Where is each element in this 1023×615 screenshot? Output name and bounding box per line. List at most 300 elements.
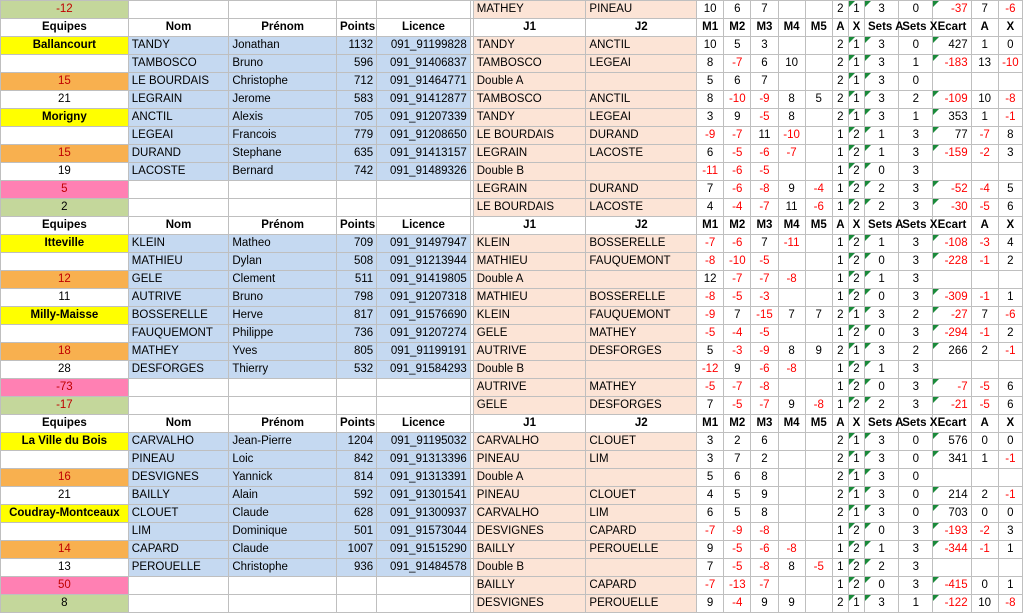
prenom-cell[interactable]: Yves: [229, 343, 337, 361]
j1-cell[interactable]: Double A: [473, 469, 586, 487]
m2-cell[interactable]: 5: [724, 505, 751, 523]
j2-cell[interactable]: FAUQUEMONT: [586, 307, 697, 325]
nom-cell[interactable]: PINEAU: [128, 451, 229, 469]
j1-cell[interactable]: MATHIEU: [473, 289, 586, 307]
team-cell[interactable]: 15: [1, 73, 129, 91]
ecart-x-cell[interactable]: 1: [998, 289, 1022, 307]
points-cell[interactable]: 842: [336, 451, 376, 469]
ecart-a-cell[interactable]: [971, 361, 998, 379]
sets-a-cell[interactable]: 1: [865, 145, 899, 163]
j1-cell[interactable]: Double B: [473, 559, 586, 577]
nom-cell[interactable]: Nom: [128, 19, 229, 37]
m2-cell[interactable]: 7: [724, 451, 751, 469]
m5-cell[interactable]: [805, 577, 832, 595]
points-cell[interactable]: 532: [336, 361, 376, 379]
prenom-cell[interactable]: [229, 397, 337, 415]
m4-cell[interactable]: [778, 325, 805, 343]
a-cell[interactable]: 1: [832, 253, 848, 271]
m4-cell[interactable]: -11: [778, 235, 805, 253]
prenom-cell[interactable]: Jonathan: [229, 37, 337, 55]
ecart-a-cell[interactable]: 7: [971, 1, 998, 19]
j1-cell[interactable]: Double B: [473, 163, 586, 181]
ecart-x-cell[interactable]: -1: [998, 109, 1022, 127]
m2-cell[interactable]: -13: [724, 577, 751, 595]
a-cell[interactable]: 1: [832, 127, 848, 145]
nom-cell[interactable]: BAILLY: [128, 487, 229, 505]
m3-cell[interactable]: 3: [751, 37, 778, 55]
sets-x-cell[interactable]: 3: [899, 361, 933, 379]
m1-cell[interactable]: 4: [697, 199, 724, 217]
prenom-cell[interactable]: [229, 1, 337, 19]
nom-cell[interactable]: PEROUELLE: [128, 559, 229, 577]
sets-a-cell[interactable]: 1: [865, 361, 899, 379]
m1-cell[interactable]: -12: [697, 361, 724, 379]
ecart-cell[interactable]: -309: [933, 289, 971, 307]
m3-cell[interactable]: 7: [751, 73, 778, 91]
licence-cell[interactable]: 091_91515290: [377, 541, 471, 559]
nom-cell[interactable]: [128, 199, 229, 217]
m1-cell[interactable]: -8: [697, 289, 724, 307]
ecart-cell[interactable]: -108: [933, 235, 971, 253]
ecart-a-cell[interactable]: -5: [971, 379, 998, 397]
ecart-cell[interactable]: [933, 559, 971, 577]
licence-cell[interactable]: [377, 397, 471, 415]
m1-cell[interactable]: 3: [697, 433, 724, 451]
ecart-x-cell[interactable]: -6: [998, 307, 1022, 325]
ecart-x-cell[interactable]: 0: [998, 433, 1022, 451]
m3-cell[interactable]: 8: [751, 505, 778, 523]
m4-cell[interactable]: 9: [778, 397, 805, 415]
licence-cell[interactable]: 091_91419805: [377, 271, 471, 289]
ecart-x-cell[interactable]: X: [998, 19, 1022, 37]
sets-x-cell[interactable]: 0: [899, 505, 933, 523]
points-cell[interactable]: 635: [336, 145, 376, 163]
sets-a-cell[interactable]: 0: [865, 163, 899, 181]
j2-cell[interactable]: LACOSTE: [586, 145, 697, 163]
points-cell[interactable]: 1204: [336, 433, 376, 451]
m2-cell[interactable]: 7: [724, 307, 751, 325]
ecart-a-cell[interactable]: -1: [971, 325, 998, 343]
m5-cell[interactable]: [805, 253, 832, 271]
sets-x-cell[interactable]: 3: [899, 235, 933, 253]
m5-cell[interactable]: [805, 289, 832, 307]
prenom-cell[interactable]: Alexis: [229, 109, 337, 127]
a-cell[interactable]: 2: [832, 307, 848, 325]
points-cell[interactable]: [336, 577, 376, 595]
ecart-a-cell[interactable]: [971, 469, 998, 487]
ecart-cell[interactable]: [933, 271, 971, 289]
prenom-cell[interactable]: Claude: [229, 505, 337, 523]
m1-cell[interactable]: 7: [697, 559, 724, 577]
x-cell[interactable]: 2: [848, 541, 864, 559]
m4-cell[interactable]: 9: [778, 181, 805, 199]
m5-cell[interactable]: [805, 145, 832, 163]
m5-cell[interactable]: -6: [805, 199, 832, 217]
m2-cell[interactable]: 6: [724, 73, 751, 91]
x-cell[interactable]: 1: [848, 433, 864, 451]
x-cell[interactable]: 1: [848, 37, 864, 55]
j2-cell[interactable]: LEGEAI: [586, 109, 697, 127]
m5-cell[interactable]: [805, 469, 832, 487]
sets-a-cell[interactable]: Sets A: [865, 217, 899, 235]
m3-cell[interactable]: -15: [751, 307, 778, 325]
m3-cell[interactable]: 9: [751, 487, 778, 505]
points-cell[interactable]: [336, 199, 376, 217]
ecart-a-cell[interactable]: -5: [971, 397, 998, 415]
m4-cell[interactable]: [778, 37, 805, 55]
j2-cell[interactable]: CLOUET: [586, 487, 697, 505]
sets-a-cell[interactable]: 3: [865, 469, 899, 487]
team-cell[interactable]: Equipes: [1, 19, 129, 37]
sets-x-cell[interactable]: 3: [899, 523, 933, 541]
team-cell[interactable]: Coudray-Montceaux: [1, 505, 129, 523]
ecart-x-cell[interactable]: 2: [998, 325, 1022, 343]
m5-cell[interactable]: M5: [805, 415, 832, 433]
a-cell[interactable]: 2: [832, 91, 848, 109]
prenom-cell[interactable]: Philippe: [229, 325, 337, 343]
ecart-x-cell[interactable]: X: [998, 217, 1022, 235]
x-cell[interactable]: 1: [848, 469, 864, 487]
j1-cell[interactable]: GELE: [473, 325, 586, 343]
nom-cell[interactable]: Nom: [128, 415, 229, 433]
m1-cell[interactable]: -11: [697, 163, 724, 181]
licence-cell[interactable]: 091_91489326: [377, 163, 471, 181]
a-cell[interactable]: 2: [832, 433, 848, 451]
sets-x-cell[interactable]: 1: [899, 55, 933, 73]
prenom-cell[interactable]: [229, 199, 337, 217]
m1-cell[interactable]: -9: [697, 127, 724, 145]
ecart-cell[interactable]: -193: [933, 523, 971, 541]
j2-cell[interactable]: MATHEY: [586, 379, 697, 397]
team-cell[interactable]: 50: [1, 577, 129, 595]
j2-cell[interactable]: BOSSERELLE: [586, 289, 697, 307]
ecart-a-cell[interactable]: [971, 559, 998, 577]
team-cell[interactable]: 21: [1, 487, 129, 505]
m5-cell[interactable]: M5: [805, 217, 832, 235]
ecart-a-cell[interactable]: A: [971, 217, 998, 235]
ecart-a-cell[interactable]: -1: [971, 541, 998, 559]
m2-cell[interactable]: -5: [724, 145, 751, 163]
x-cell[interactable]: 1: [848, 307, 864, 325]
ecart-a-cell[interactable]: -4: [971, 181, 998, 199]
ecart-x-cell[interactable]: [998, 361, 1022, 379]
j1-cell[interactable]: LEGRAIN: [473, 145, 586, 163]
points-cell[interactable]: 705: [336, 109, 376, 127]
sets-a-cell[interactable]: 2: [865, 397, 899, 415]
team-cell[interactable]: [1, 523, 129, 541]
ecart-cell[interactable]: Ecart: [933, 19, 971, 37]
sets-a-cell[interactable]: 1: [865, 235, 899, 253]
nom-cell[interactable]: [128, 1, 229, 19]
x-cell[interactable]: 1: [848, 73, 864, 91]
m4-cell[interactable]: [778, 469, 805, 487]
m1-cell[interactable]: 7: [697, 181, 724, 199]
m2-cell[interactable]: -7: [724, 379, 751, 397]
prenom-cell[interactable]: Clement: [229, 271, 337, 289]
j2-cell[interactable]: LACOSTE: [586, 199, 697, 217]
ecart-cell[interactable]: 341: [933, 451, 971, 469]
m2-cell[interactable]: 9: [724, 361, 751, 379]
j1-cell[interactable]: AUTRIVE: [473, 343, 586, 361]
sets-a-cell[interactable]: 1: [865, 271, 899, 289]
ecart-a-cell[interactable]: 10: [971, 91, 998, 109]
m3-cell[interactable]: 2: [751, 451, 778, 469]
j2-cell[interactable]: LIM: [586, 451, 697, 469]
points-cell[interactable]: 736: [336, 325, 376, 343]
sets-x-cell[interactable]: 3: [899, 253, 933, 271]
m4-cell[interactable]: -7: [778, 145, 805, 163]
m5-cell[interactable]: 7: [805, 307, 832, 325]
ecart-x-cell[interactable]: X: [998, 415, 1022, 433]
ecart-a-cell[interactable]: -1: [971, 289, 998, 307]
m4-cell[interactable]: -8: [778, 541, 805, 559]
m3-cell[interactable]: 6: [751, 433, 778, 451]
m3-cell[interactable]: M3: [751, 19, 778, 37]
ecart-cell[interactable]: -228: [933, 253, 971, 271]
licence-cell[interactable]: 091_91195032: [377, 433, 471, 451]
x-cell[interactable]: 1: [848, 1, 864, 19]
nom-cell[interactable]: LIM: [128, 523, 229, 541]
m5-cell[interactable]: 5: [805, 91, 832, 109]
points-cell[interactable]: Points: [336, 415, 376, 433]
m2-cell[interactable]: M2: [724, 19, 751, 37]
m1-cell[interactable]: 8: [697, 55, 724, 73]
m5-cell[interactable]: [805, 1, 832, 19]
a-cell[interactable]: A: [832, 217, 848, 235]
points-cell[interactable]: 798: [336, 289, 376, 307]
points-cell[interactable]: 779: [336, 127, 376, 145]
m3-cell[interactable]: 7: [751, 1, 778, 19]
j1-cell[interactable]: Double A: [473, 73, 586, 91]
licence-cell[interactable]: 091_91584293: [377, 361, 471, 379]
ecart-x-cell[interactable]: 0: [998, 505, 1022, 523]
a-cell[interactable]: 1: [832, 325, 848, 343]
nom-cell[interactable]: [128, 181, 229, 199]
team-cell[interactable]: La Ville du Bois: [1, 433, 129, 451]
m3-cell[interactable]: -9: [751, 343, 778, 361]
j1-cell[interactable]: J1: [473, 217, 586, 235]
sets-a-cell[interactable]: 0: [865, 253, 899, 271]
licence-cell[interactable]: 091_91484578: [377, 559, 471, 577]
ecart-cell[interactable]: -294: [933, 325, 971, 343]
points-cell[interactable]: 709: [336, 235, 376, 253]
m5-cell[interactable]: [805, 451, 832, 469]
sets-a-cell[interactable]: Sets A: [865, 415, 899, 433]
x-cell[interactable]: 1: [848, 487, 864, 505]
a-cell[interactable]: 1: [832, 163, 848, 181]
ecart-x-cell[interactable]: -6: [998, 1, 1022, 19]
nom-cell[interactable]: CLOUET: [128, 505, 229, 523]
nom-cell[interactable]: BOSSERELLE: [128, 307, 229, 325]
m3-cell[interactable]: -3: [751, 289, 778, 307]
m1-cell[interactable]: M1: [697, 415, 724, 433]
prenom-cell[interactable]: Claude: [229, 541, 337, 559]
m3-cell[interactable]: -5: [751, 109, 778, 127]
m4-cell[interactable]: [778, 253, 805, 271]
m1-cell[interactable]: 9: [697, 541, 724, 559]
m1-cell[interactable]: 9: [697, 595, 724, 613]
ecart-x-cell[interactable]: 3: [998, 145, 1022, 163]
j1-cell[interactable]: LE BOURDAIS: [473, 127, 586, 145]
x-cell[interactable]: 2: [848, 253, 864, 271]
sets-x-cell[interactable]: 0: [899, 451, 933, 469]
x-cell[interactable]: 1: [848, 109, 864, 127]
team-cell[interactable]: 19: [1, 163, 129, 181]
ecart-cell[interactable]: -344: [933, 541, 971, 559]
x-cell[interactable]: 2: [848, 181, 864, 199]
j1-cell[interactable]: TAMBOSCO: [473, 91, 586, 109]
nom-cell[interactable]: KLEIN: [128, 235, 229, 253]
m1-cell[interactable]: -7: [697, 235, 724, 253]
j1-cell[interactable]: LEGRAIN: [473, 181, 586, 199]
ecart-x-cell[interactable]: -1: [998, 487, 1022, 505]
m3-cell[interactable]: -9: [751, 91, 778, 109]
m5-cell[interactable]: [805, 523, 832, 541]
ecart-x-cell[interactable]: [998, 271, 1022, 289]
licence-cell[interactable]: 091_91207318: [377, 289, 471, 307]
m2-cell[interactable]: -5: [724, 397, 751, 415]
j2-cell[interactable]: DESFORGES: [586, 397, 697, 415]
nom-cell[interactable]: LE BOURDAIS: [128, 73, 229, 91]
prenom-cell[interactable]: Dominique: [229, 523, 337, 541]
m1-cell[interactable]: 5: [697, 73, 724, 91]
a-cell[interactable]: 1: [832, 397, 848, 415]
m3-cell[interactable]: 9: [751, 595, 778, 613]
a-cell[interactable]: A: [832, 415, 848, 433]
points-cell[interactable]: [336, 379, 376, 397]
m5-cell[interactable]: [805, 163, 832, 181]
licence-cell[interactable]: [377, 199, 471, 217]
m4-cell[interactable]: 8: [778, 109, 805, 127]
m1-cell[interactable]: 7: [697, 397, 724, 415]
m4-cell[interactable]: [778, 163, 805, 181]
sets-a-cell[interactable]: 3: [865, 505, 899, 523]
x-cell[interactable]: 1: [848, 595, 864, 613]
licence-cell[interactable]: 091_91313391: [377, 469, 471, 487]
nom-cell[interactable]: CARVALHO: [128, 433, 229, 451]
team-cell[interactable]: 2: [1, 199, 129, 217]
a-cell[interactable]: A: [832, 19, 848, 37]
ecart-x-cell[interactable]: -8: [998, 595, 1022, 613]
sets-x-cell[interactable]: 3: [899, 325, 933, 343]
nom-cell[interactable]: AUTRIVE: [128, 289, 229, 307]
j1-cell[interactable]: PINEAU: [473, 451, 586, 469]
m5-cell[interactable]: -4: [805, 181, 832, 199]
a-cell[interactable]: 1: [832, 145, 848, 163]
nom-cell[interactable]: LACOSTE: [128, 163, 229, 181]
m1-cell[interactable]: 5: [697, 343, 724, 361]
m5-cell[interactable]: [805, 73, 832, 91]
x-cell[interactable]: 2: [848, 127, 864, 145]
m5-cell[interactable]: [805, 433, 832, 451]
ecart-x-cell[interactable]: 6: [998, 397, 1022, 415]
m1-cell[interactable]: 5: [697, 469, 724, 487]
x-cell[interactable]: 2: [848, 145, 864, 163]
m3-cell[interactable]: -7: [751, 199, 778, 217]
sets-x-cell[interactable]: 3: [899, 541, 933, 559]
a-cell[interactable]: 1: [832, 199, 848, 217]
j2-cell[interactable]: [586, 73, 697, 91]
points-cell[interactable]: Points: [336, 19, 376, 37]
prenom-cell[interactable]: Matheo: [229, 235, 337, 253]
x-cell[interactable]: 2: [848, 325, 864, 343]
team-cell[interactable]: 15: [1, 145, 129, 163]
ecart-x-cell[interactable]: 6: [998, 199, 1022, 217]
ecart-a-cell[interactable]: 0: [971, 505, 998, 523]
ecart-cell[interactable]: 266: [933, 343, 971, 361]
ecart-a-cell[interactable]: -5: [971, 199, 998, 217]
ecart-a-cell[interactable]: A: [971, 19, 998, 37]
sets-a-cell[interactable]: 3: [865, 109, 899, 127]
j2-cell[interactable]: [586, 361, 697, 379]
m1-cell[interactable]: -5: [697, 325, 724, 343]
ecart-x-cell[interactable]: 6: [998, 379, 1022, 397]
team-cell[interactable]: -17: [1, 397, 129, 415]
j1-cell[interactable]: TANDY: [473, 109, 586, 127]
m3-cell[interactable]: -5: [751, 325, 778, 343]
prenom-cell[interactable]: Christophe: [229, 73, 337, 91]
points-cell[interactable]: 1132: [336, 37, 376, 55]
points-cell[interactable]: 712: [336, 73, 376, 91]
m4-cell[interactable]: [778, 523, 805, 541]
a-cell[interactable]: 2: [832, 55, 848, 73]
j2-cell[interactable]: DURAND: [586, 127, 697, 145]
m3-cell[interactable]: M3: [751, 415, 778, 433]
prenom-cell[interactable]: Yannick: [229, 469, 337, 487]
j2-cell[interactable]: BOSSERELLE: [586, 235, 697, 253]
m5-cell[interactable]: [805, 379, 832, 397]
points-cell[interactable]: 814: [336, 469, 376, 487]
m1-cell[interactable]: M1: [697, 19, 724, 37]
m2-cell[interactable]: -10: [724, 91, 751, 109]
ecart-a-cell[interactable]: -2: [971, 523, 998, 541]
x-cell[interactable]: 2: [848, 559, 864, 577]
j2-cell[interactable]: CAPARD: [586, 577, 697, 595]
sets-x-cell[interactable]: 0: [899, 469, 933, 487]
team-cell[interactable]: 12: [1, 271, 129, 289]
sets-a-cell[interactable]: 0: [865, 379, 899, 397]
a-cell[interactable]: 2: [832, 469, 848, 487]
ecart-cell[interactable]: -52: [933, 181, 971, 199]
ecart-a-cell[interactable]: 0: [971, 577, 998, 595]
a-cell[interactable]: 2: [832, 451, 848, 469]
m5-cell[interactable]: [805, 271, 832, 289]
j1-cell[interactable]: KLEIN: [473, 235, 586, 253]
licence-cell[interactable]: 091_91301541: [377, 487, 471, 505]
m2-cell[interactable]: -4: [724, 595, 751, 613]
j1-cell[interactable]: BAILLY: [473, 541, 586, 559]
ecart-a-cell[interactable]: 2: [971, 487, 998, 505]
licence-cell[interactable]: 091_91199191: [377, 343, 471, 361]
ecart-x-cell[interactable]: 8: [998, 127, 1022, 145]
j2-cell[interactable]: [586, 559, 697, 577]
m4-cell[interactable]: [778, 577, 805, 595]
m4-cell[interactable]: [778, 487, 805, 505]
sets-x-cell[interactable]: Sets X: [899, 19, 933, 37]
x-cell[interactable]: X: [848, 217, 864, 235]
a-cell[interactable]: 1: [832, 289, 848, 307]
sets-a-cell[interactable]: 1: [865, 541, 899, 559]
ecart-a-cell[interactable]: -7: [971, 127, 998, 145]
m2-cell[interactable]: M2: [724, 415, 751, 433]
a-cell[interactable]: 2: [832, 1, 848, 19]
prenom-cell[interactable]: [229, 181, 337, 199]
ecart-cell[interactable]: [933, 73, 971, 91]
ecart-x-cell[interactable]: 5: [998, 181, 1022, 199]
j2-cell[interactable]: MATHEY: [586, 325, 697, 343]
ecart-a-cell[interactable]: -1: [971, 253, 998, 271]
m2-cell[interactable]: 5: [724, 487, 751, 505]
